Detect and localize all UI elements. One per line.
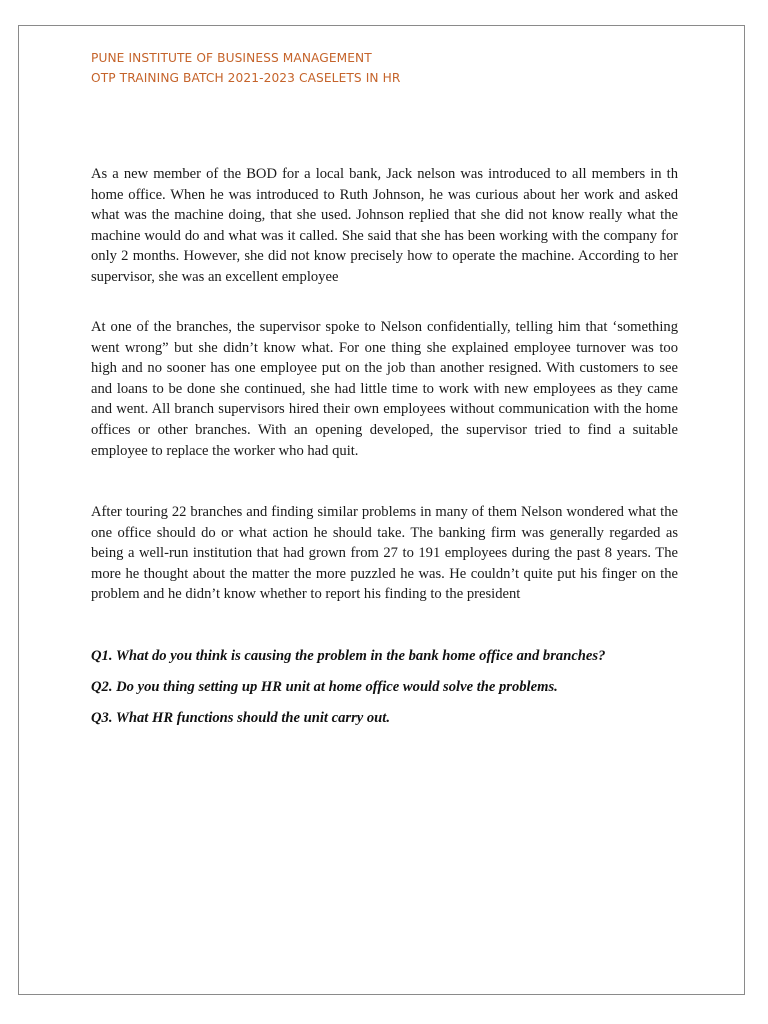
case-paragraph-1: As a new member of the BOD for a local bank, Jack nelson was introduced to all members in th home office. When he was introduced to Ruth Johnson, he was curious about her work and asked what was the machine doing, that she used. Johnson replied that she did not know really what the machine would do and what was it called. She said that she has been working with the company for only 2 months. However, she did not know precisely how to operate the machine. According to her supervisor, she was an excellent employee	[91, 166, 678, 285]
case-paragraph-3: After touring 22 branches and finding similar problems in many of them Nelson wondered what the one office should do or what action he should take. The banking firm was generally regarded as being a well-run institution that had grown from 27 to 191 employees during the past 8 years. The more he thought about the matter the more puzzled he was. He couldn’t quite put his finger on the problem and he didn’t know whether to report his finding to the president	[91, 504, 678, 603]
case-paragraph-2: At one of the branches, the supervisor spoke to Nelson confidentially, telling him that ‘something went wrong” but she didn’t know what. For one thing she explained employee turnover was too high and no sooner has one employee put on the job than another resigned. With customers to see and loans to be done she continued, she had little time to work with new employees as they came and went. All branch supervisors hired their own employees without communication with the home offices or other branches. With an opening developed, the supervisor tried to find a suitable employee to replace the worker who had quit.	[91, 319, 678, 459]
question-3: Q3. What HR functions should the unit carry out.	[91, 710, 390, 726]
question-2: Q2. Do you thing setting up HR unit at home office would solve the problems.	[91, 679, 558, 695]
document-header	[91, 48, 400, 88]
institute-name: PUNE INSTITUTE OF BUSINESS MANAGEMENT	[91, 51, 372, 65]
batch-title: OTP TRAINING BATCH 2021-2023 CASELETS IN HR	[91, 71, 401, 85]
question-1: Q1. What do you think is causing the problem in the bank home office and branches?	[91, 648, 606, 664]
